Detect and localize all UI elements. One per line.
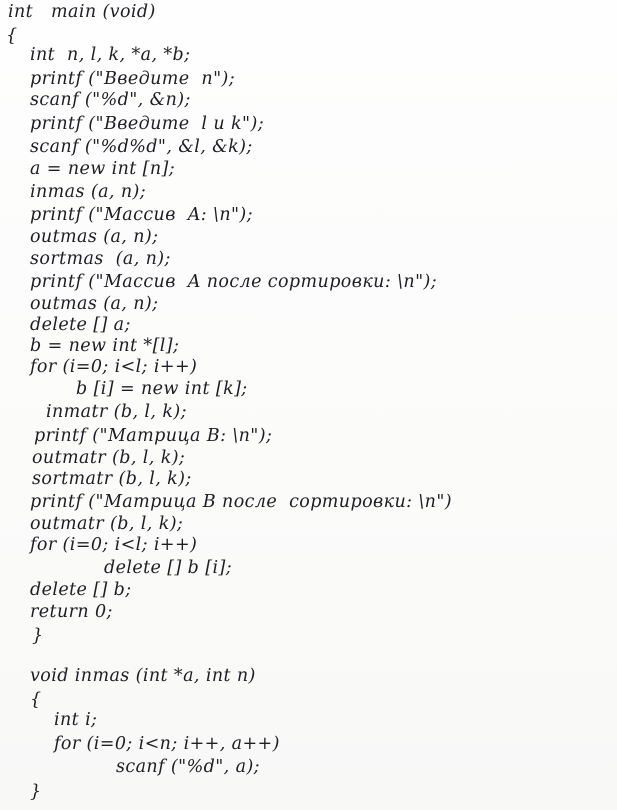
code-line-31: {: [30, 690, 42, 710]
code-line-22: sortmatr (b, l, k);: [32, 469, 192, 489]
code-line-4: printf ("Введите n");: [30, 69, 236, 89]
code-line-28: return 0;: [30, 602, 113, 622]
code-line-20: printf ("Матрица B: \n");: [34, 426, 273, 446]
code-line-23: printf ("Матрица B после сортировки: \n"): [30, 492, 453, 512]
code-line-33: for (i=0; i<n; i++, a++): [54, 734, 280, 754]
code-line-19: inmatr (b, l, k);: [46, 402, 187, 422]
code-line-32: int i;: [54, 710, 98, 730]
code-line-5: scanf ("%d", &n);: [30, 90, 191, 110]
code-line-11: outmas (a, n);: [30, 227, 159, 247]
code-line-18: b [i] = new int [k];: [76, 379, 248, 399]
code-line-15: delete [] a;: [30, 315, 131, 335]
code-line-2: {: [6, 26, 18, 46]
code-line-30: void inmas (int *a, int n): [30, 666, 256, 686]
code-line-34: scanf ("%d", a);: [116, 757, 260, 777]
code-line-25: for (i=0; i<l; i++): [30, 535, 198, 555]
code-line-16: b = new int *[l];: [30, 336, 180, 356]
code-line-13: printf ("Массив A после сортировки: \n");: [30, 272, 438, 292]
code-line-7: scanf ("%d%d", &l, &k);: [30, 137, 253, 157]
code-line-29: }: [32, 626, 44, 646]
code-line-17: for (i=0; i<l; i++): [30, 357, 198, 377]
code-line-8: a = new int [n];: [30, 159, 176, 179]
code-line-12: sortmas (a, n);: [30, 249, 171, 269]
code-line-10: printf ("Массив A: \n");: [30, 205, 253, 225]
code-line-3: int n, l, k, *a, *b;: [30, 45, 191, 65]
code-line-27: delete [] b;: [30, 580, 132, 600]
code-line-26: delete [] b [i];: [104, 558, 232, 578]
code-line-21: outmatr (b, l, k);: [32, 448, 186, 468]
code-line-35: }: [30, 782, 42, 802]
code-line-24: outmatr (b, l, k);: [30, 514, 184, 534]
code-line-9: inmas (a, n);: [30, 182, 147, 202]
code-line-14: outmas (a, n);: [30, 294, 159, 314]
code-line-6: printf ("Введите l и k");: [30, 114, 264, 134]
code-line-1: int main (void): [8, 2, 156, 22]
